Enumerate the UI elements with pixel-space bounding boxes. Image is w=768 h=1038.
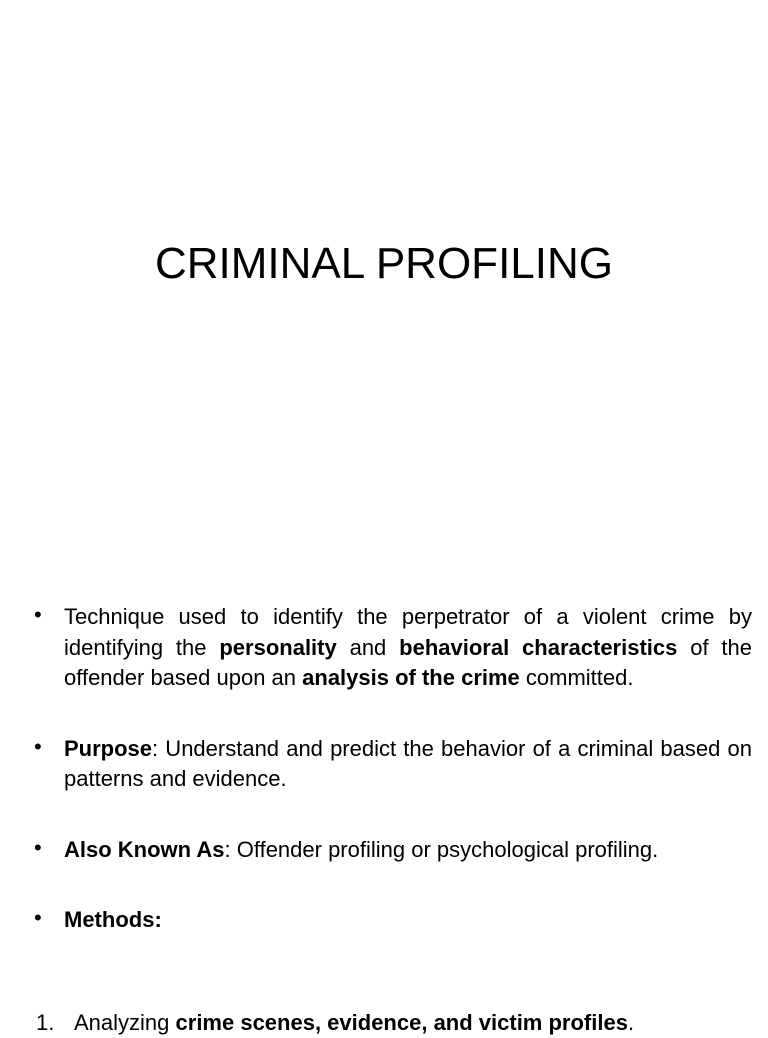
bullet-text-segment: and — [336, 634, 400, 660]
bullet-text-bold-segment: personality — [219, 634, 337, 660]
bullet-dot-icon: • — [34, 905, 42, 930]
bullet-item-also-known-as — [34, 835, 752, 866]
list-text-segment: . — [627, 1010, 635, 1035]
bullet-text-segment: : Offender profiling or psychological profiling. — [224, 836, 659, 862]
bullet-text — [64, 736, 752, 792]
bullet-dot-icon: • — [34, 602, 42, 627]
bullet-text-segment: committed. — [519, 665, 634, 690]
bullet-text-segment: : Understand and predict the behavior of a criminal based on patterns and evidence. — [64, 735, 752, 791]
bullet-text-bold-segment: behavioral characteristics — [399, 634, 678, 660]
bullet-text-segment: Technique used to identify the perpetrator of a violent crime by identifying the — [64, 604, 752, 660]
bullet-text-bold-segment: Methods: — [64, 907, 162, 932]
bullet-list — [34, 602, 752, 936]
bullet-dot-icon: • — [34, 834, 42, 860]
bullet-text-bold-segment: Purpose — [64, 735, 153, 761]
bullet-text-bold-segment: analysis of the crime — [302, 665, 520, 690]
methods-list-item-1 — [36, 1008, 756, 1038]
bullet-item-definition — [34, 602, 752, 694]
bullet-text — [64, 604, 752, 690]
list-text-bold-segment: crime scenes, evidence, and victim profiles — [175, 1010, 628, 1035]
bullet-text-segment: of the offender based upon an — [64, 634, 753, 690]
bullet-text-bold-segment: Also Known As — [64, 836, 225, 862]
list-text-segment: Analyzing — [74, 1010, 176, 1035]
bullet-text — [64, 837, 658, 862]
page-title: CRIMINAL PROFILING — [155, 239, 613, 288]
bullet-item-purpose — [34, 734, 752, 795]
bullet-dot-icon: • — [34, 733, 42, 759]
bullet-item-methods — [34, 905, 752, 936]
list-number: 1. — [36, 1010, 55, 1035]
bullet-text — [64, 907, 162, 932]
